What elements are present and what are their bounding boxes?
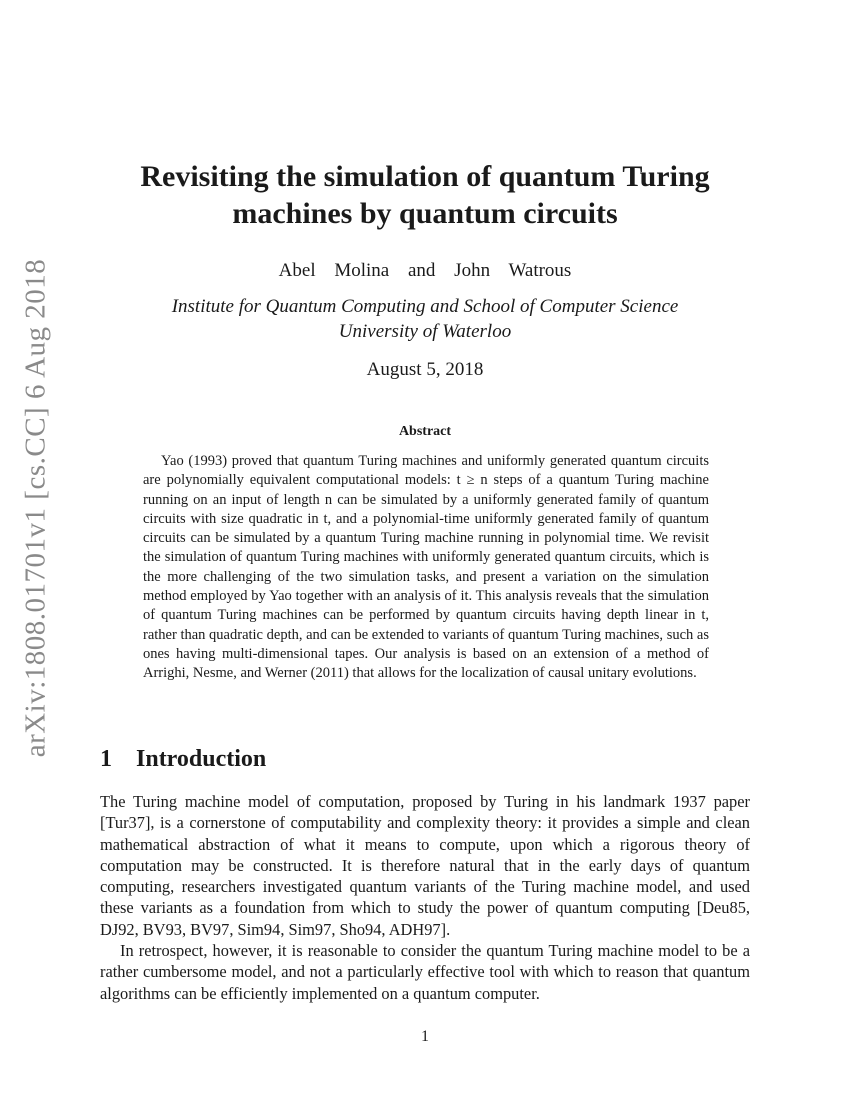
section-title: Introduction — [136, 746, 267, 772]
introduction-body — [100, 791, 750, 1004]
abstract-text: Yao (1993) proved that quantum Turing machines and uniformly generated quantum circuits are polynomially equivalent computational models: t ≥ n steps of a quantum Turing machine running on an input of length n can be simulated by a uniformly generated family of quantum circuits with size quadratic in t, and a polynomial-time uniformly generated family of quantum circuits can be simulated by a quantum Turing machine running in polynomial time. We revisit the simulation of quantum Turing machines with uniformly generated quantum circuits, which is the more challenging of the two simulation tasks, and present a variation on the simulation method employed by Yao together with an analysis of it. This analysis reveals that the simulation of quantum Turing machines can be performed by quantum circuits having depth linear in t, rather than quadratic depth, and can be extended to variants of quantum Turing machines, such as ones having multi-dimensional tapes. Our analysis is based on an extension of a method of Arrighi, Nesme, and Werner (2011) that allows for the localization of causal unitary evolutions. — [143, 453, 709, 682]
publication-date: August 5, 2018 — [366, 359, 484, 380]
paper-title: Revisiting the simulation of quantum Turing machines by quantum circuits — [140, 160, 710, 230]
affiliation-line-1: Institute for Quantum Computing and School of Computer Science — [171, 296, 679, 317]
section-heading-introduction — [100, 746, 266, 773]
affiliation-line-2: University of Waterloo — [338, 321, 512, 342]
abstract-heading: Abstract — [398, 424, 452, 439]
affiliation — [100, 294, 750, 344]
authors: Abel Molina and John Watrous — [278, 260, 572, 281]
section-number: 1 — [100, 746, 112, 772]
arxiv-identifier-stamp: arXiv:1808.01701v1 [cs.CC] 6 Aug 2018 — [19, 258, 52, 758]
intro-paragraph-2: In retrospect, however, it is reasonable to consider the quantum Turing machine model to be a rather cumbersome model, and not a particularly effective tool with which to reason that quantum algorithms can be efficiently implemented on a quantum computer. — [100, 941, 750, 1003]
intro-paragraph-1: The Turing machine model of computation, proposed by Turing in his landmark 1937 paper [Tur37], is a cornerstone of computability and complexity theory: it provides a simple and clean mathematical abstraction of what it means to compute, upon which a rigorous theory of computation may be constructed. It is therefore natural that in the early days of quantum computing, researchers investigated quantum variants of the Turing machine model, and used these variants as a foundation from which to study the power of quantum computing [Deu85, DJ92, BV93, BV97, Sim94, Sim97, Sho94, ADH97]. — [100, 792, 750, 939]
page-number: 1 — [421, 1028, 429, 1045]
